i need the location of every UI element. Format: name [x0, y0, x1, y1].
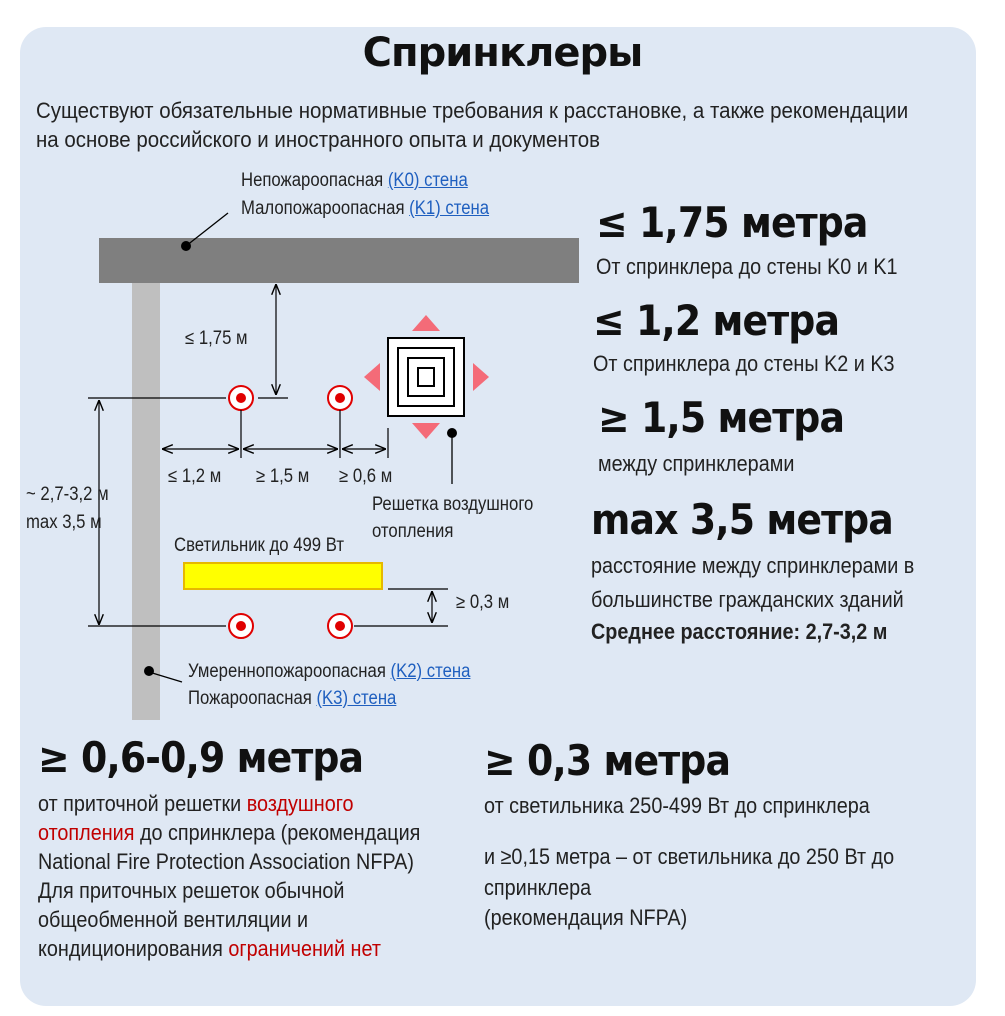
- spec-between-desc: между спринклерами: [598, 451, 795, 476]
- spec-max-value: max 3,5 метра: [591, 495, 893, 544]
- k3-wall-link[interactable]: (K3) стена: [316, 688, 397, 709]
- dim-height-label-1: ~ 2,7-3,2 м: [26, 484, 109, 505]
- wall-marker-dot: [144, 666, 154, 676]
- spec-max-desc-1: расстояние между спринклерами в: [591, 553, 915, 578]
- sprinkler-icon: [229, 386, 253, 410]
- lamp-distance-value: ≥ 0,3 метра: [484, 736, 731, 785]
- grille-label-1: Решетка воздушного: [372, 494, 534, 515]
- spec-wall-k0-k1-value: ≤ 1,75 метра: [596, 198, 868, 247]
- side-wall-k2-k3: [132, 283, 160, 720]
- wall-top-label-1: Непожароопасная (K0) стена: [241, 170, 468, 191]
- wall-side-label-1: Умереннопожароопасная (K2) стена: [188, 661, 471, 682]
- lamp-distance-line-4: (рекомендация NFPA): [484, 905, 688, 930]
- dim-height-label-2: max 3,5 м: [26, 512, 102, 533]
- k2-wall-link[interactable]: (K2) стена: [390, 661, 471, 682]
- dim-ceiling-label: ≤ 1,75 м: [185, 328, 248, 349]
- lamp-distance-line-2: и ≥0,15 метра – от светильника до 250 Вт до: [484, 844, 895, 869]
- k1-wall-link[interactable]: (K1) стена: [409, 198, 490, 219]
- lamp-fixture: [184, 563, 382, 589]
- lamp-distance-line-3: спринклера: [484, 875, 592, 900]
- dim-grille-label: ≥ 0,6 м: [339, 466, 393, 487]
- grille-distance-value: ≥ 0,6-0,9 метра: [38, 733, 364, 782]
- dim-lamp-label: ≥ 0,3 м: [456, 592, 510, 613]
- ceiling-wall-k0-k1: [99, 238, 579, 283]
- grille-distance-text: от приточной решетки воздушного отопления до спринклера (рекомендация National Fire Protection Association NFPA) Для приточных решеток обычной общеобменной вентиляции и кондиционирования ограничений нет: [38, 791, 421, 961]
- sprinkler-icon: [328, 614, 352, 638]
- k0-wall-link[interactable]: (K0) стена: [387, 170, 468, 191]
- page-title: Спринклеры: [362, 30, 643, 76]
- dim-between-label: ≥ 1,5 м: [256, 466, 310, 487]
- intro-line-1: Существуют обязательные нормативные требования к расстановке, а также рекомендации: [36, 98, 909, 123]
- spec-wall-k2-k3-desc: От спринклера до стены K2 и K3: [593, 351, 895, 376]
- spec-max-desc-2: большинстве гражданских зданий: [591, 587, 904, 612]
- intro-line-2: на основе российского и иностранного опыта и документов: [36, 127, 601, 152]
- air-grille-icon: [364, 315, 489, 439]
- ceiling-marker-dot: [181, 241, 191, 251]
- spec-wall-k2-k3-value: ≤ 1,2 метра: [593, 296, 840, 345]
- dim-wall-label: ≤ 1,2 м: [168, 466, 222, 487]
- wall-side-label-2: Пожароопасная (K3) стена: [188, 688, 397, 709]
- spec-wall-k0-k1-desc: От спринклера до стены K0 и K1: [596, 254, 898, 279]
- sprinkler-icon: [328, 386, 352, 410]
- spec-average-note: Среднее расстояние: 2,7-3,2 м: [591, 619, 888, 644]
- sprinkler-icon: [229, 614, 253, 638]
- grille-label-2: отопления: [372, 521, 454, 542]
- spec-between-value: ≥ 1,5 метра: [598, 393, 845, 442]
- lamp-label: Светильник до 499 Вт: [174, 535, 345, 556]
- wall-top-label-2: Малопожароопасная (K1) стена: [241, 198, 490, 219]
- lamp-distance-line-1: от светильника 250-499 Вт до спринклера: [484, 793, 870, 818]
